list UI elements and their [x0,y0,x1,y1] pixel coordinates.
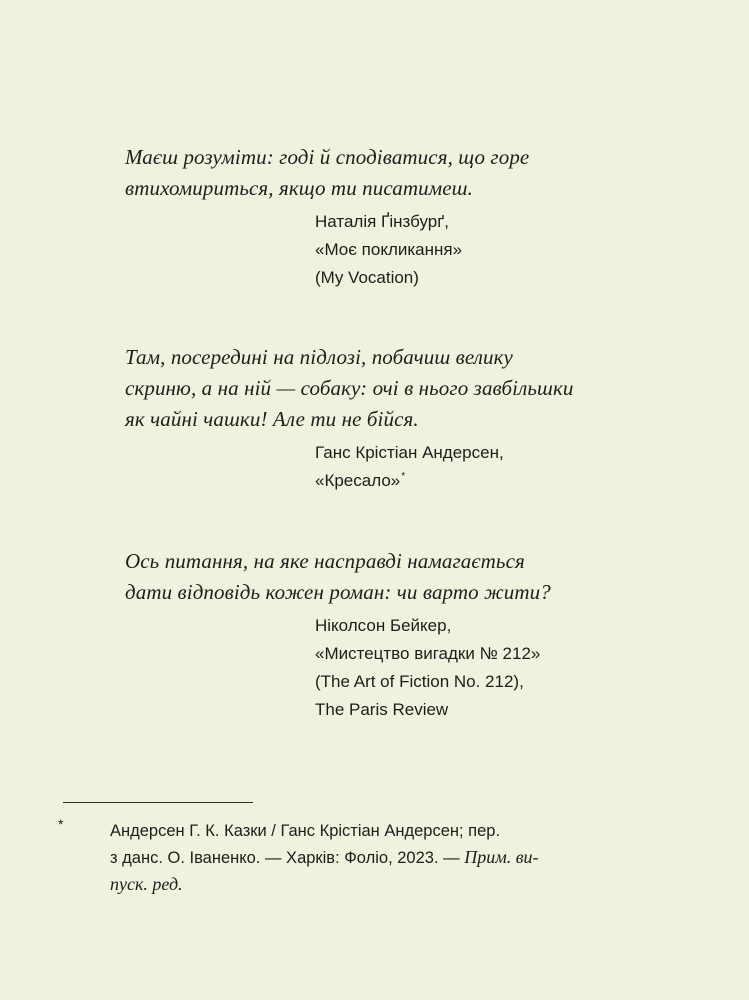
attribution-author: Ганс Крістіан Андерсен, [315,443,504,462]
footnote-line: Андерсен Г. К. Казки / Ганс Крістіан Андерсен; пер. [110,822,501,840]
footnote-marker: * [58,816,64,832]
epigraph-attribution [315,208,625,292]
footnote-line [110,871,640,898]
attribution-original-title: (The Art of Fiction No. 212), [315,672,524,691]
quote-line: Ось питання, на яке насправді намагається [125,549,525,573]
footnote-divider [63,802,253,803]
epigraph-quote [125,546,625,608]
quote-line: як чайні чашки! Але ти не бійся. [125,407,419,431]
epigraph-quote [125,342,625,435]
footnote [110,818,640,898]
attribution-work-line [315,467,625,495]
footnote-editor-note: пуск. ред. [110,874,183,894]
epigraph-ginzburg [125,142,625,292]
footnote-reference[interactable]: * [401,471,406,483]
quote-line: Маєш розуміти: годі й сподіватися, що горе [125,145,530,169]
footnote-line [110,844,640,871]
epigraph-attribution [315,612,625,724]
quote-line: скриню, а на ній — собаку: очі в нього завбільшки [125,376,574,400]
attribution-work: «Моє покликання» [315,240,463,259]
attribution-original-title: (My Vocation) [315,268,419,287]
attribution-work: «Кресало» [315,471,401,490]
epigraph-attribution [315,439,625,495]
epigraph-baker [125,546,625,724]
quote-line: втихомириться, якщо ти писатимеш. [125,176,473,200]
attribution-author: Ніколсон Бейкер, [315,616,452,635]
epigraph-andersen [125,342,625,495]
epigraph-quote [125,142,625,204]
quote-line: Там, посередині на підлозі, побачиш велику [125,345,513,369]
attribution-work: «Мистецтво вигадки № 212» [315,644,541,663]
attribution-author: Наталія Ґінзбурґ, [315,212,449,231]
footnote-editor-note: Прим. ви- [464,847,539,867]
attribution-source: The Paris Review [315,700,449,719]
footnote-text: з данс. О. Іваненко. — Харків: Фоліо, 2023. — [110,849,465,867]
quote-line: дати відповідь кожен роман: чи варто жити? [125,580,551,604]
